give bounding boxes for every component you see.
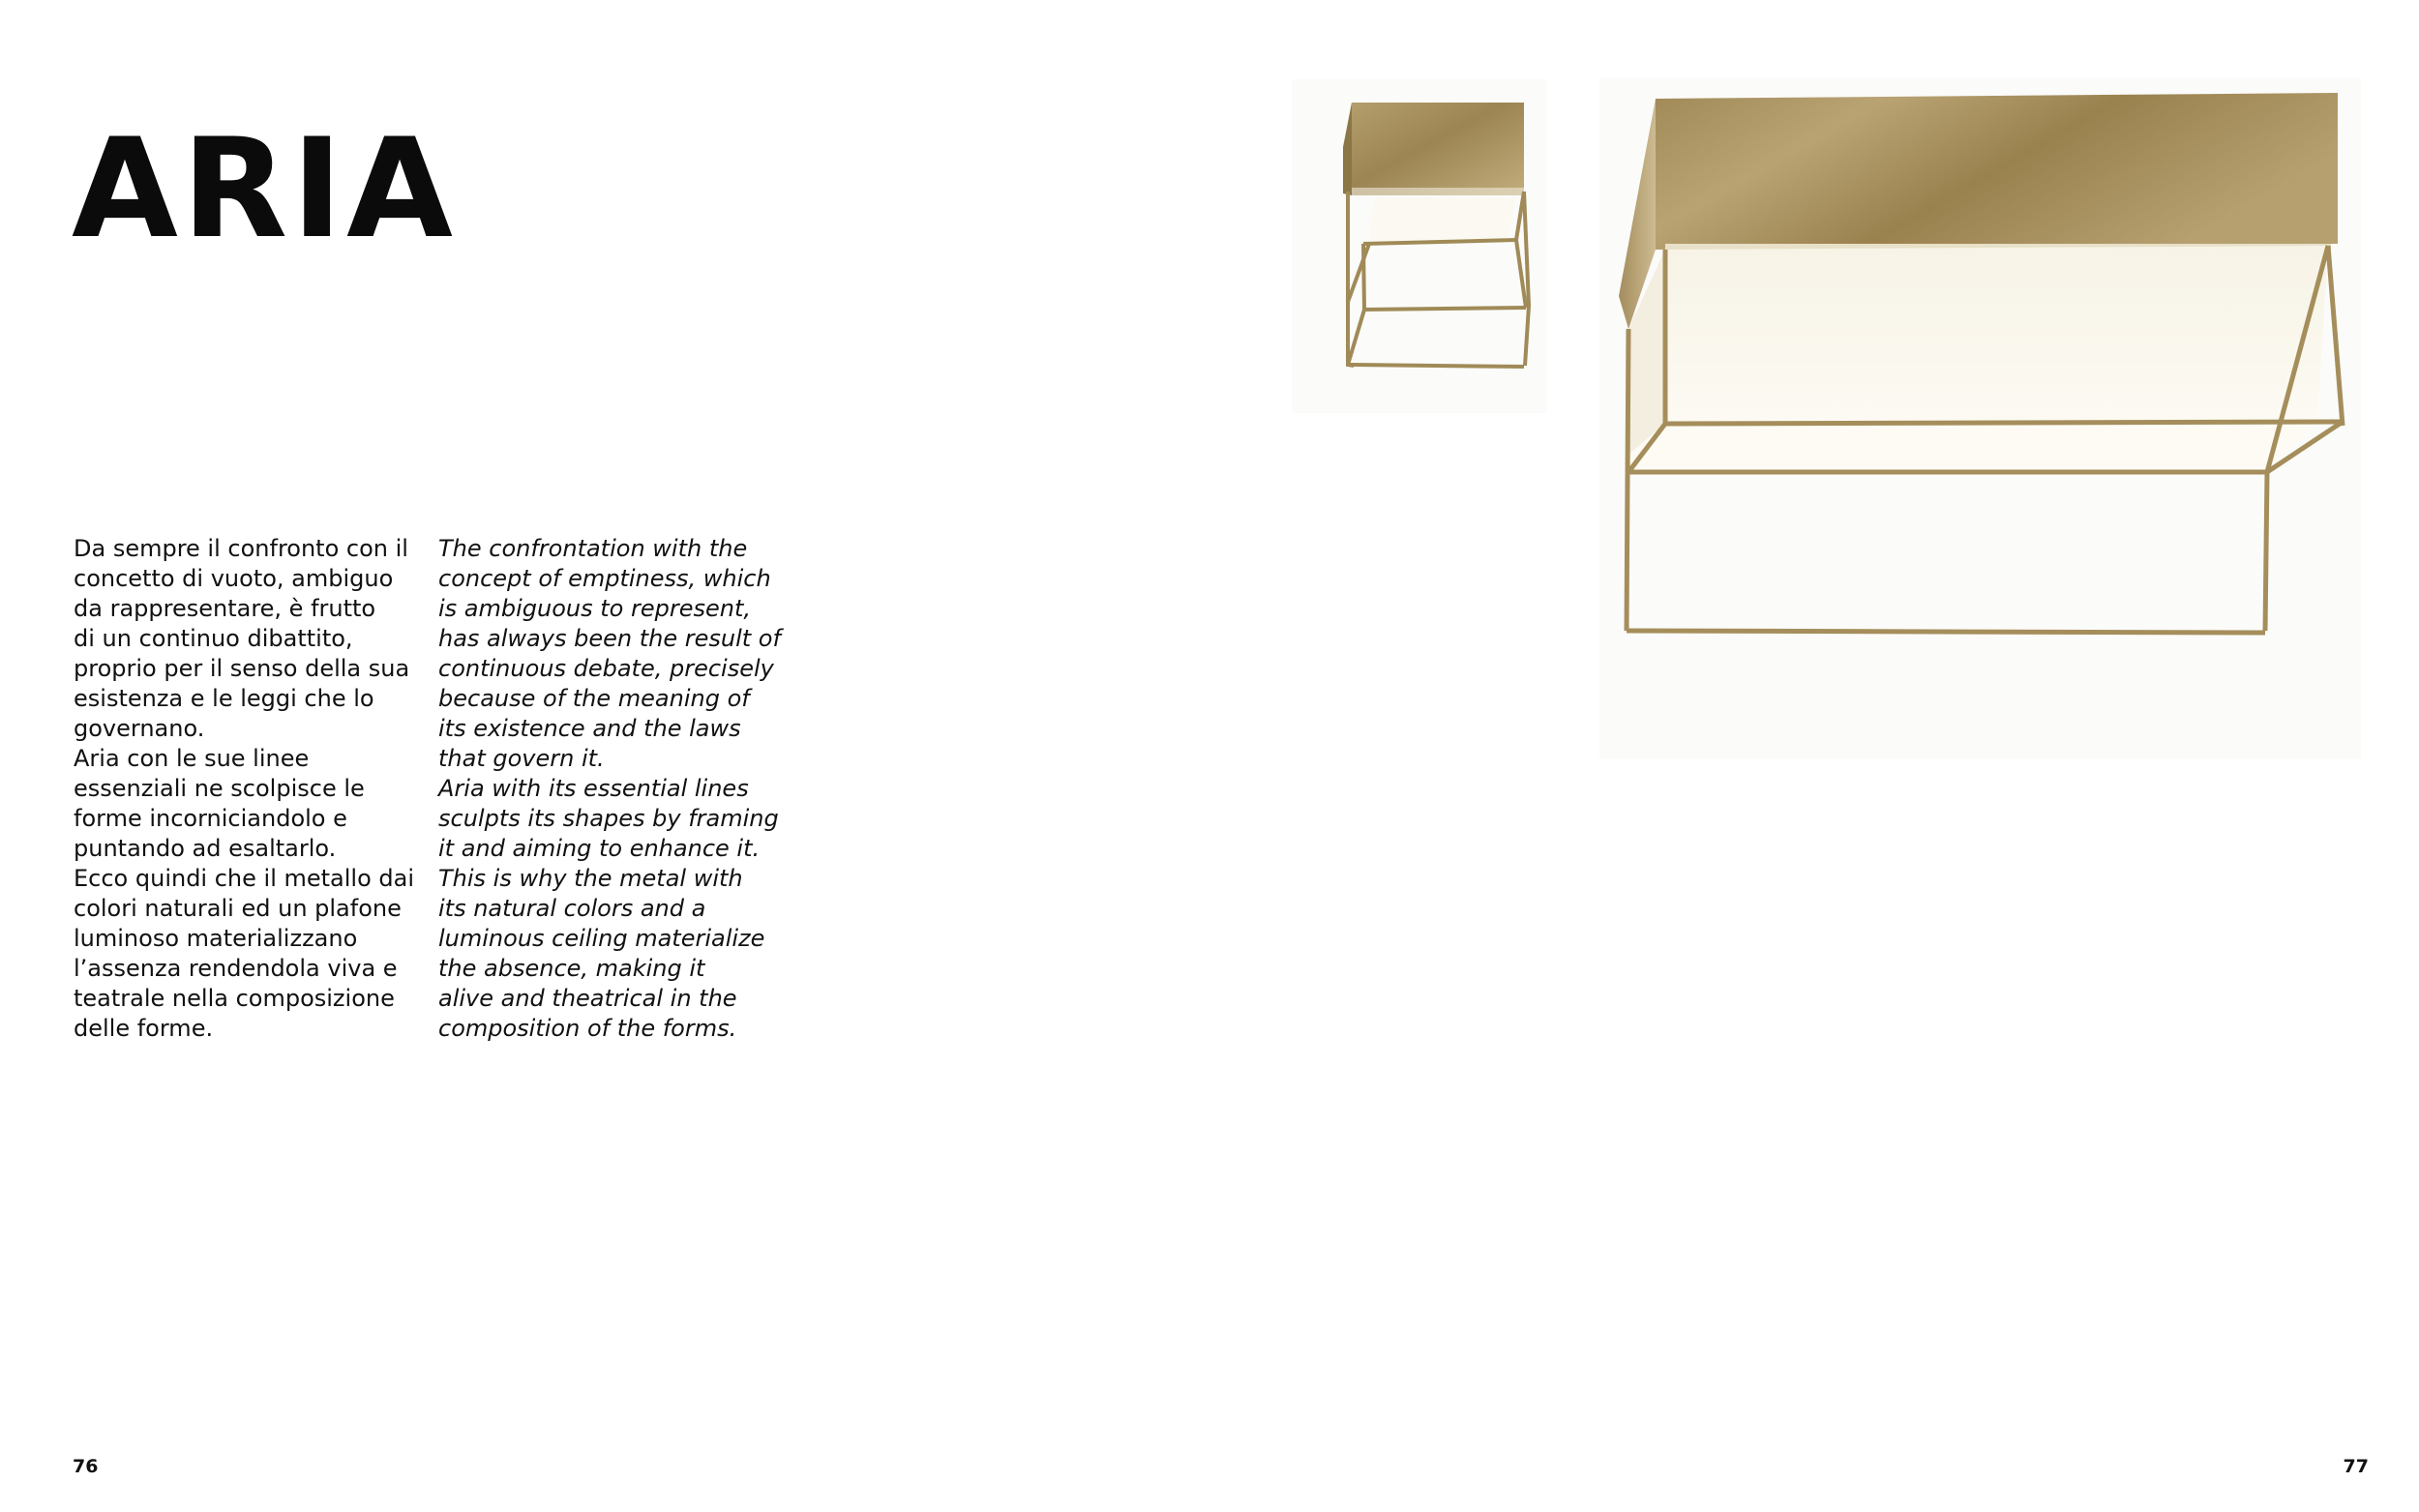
page-number-right: 77 <box>2343 1456 2369 1477</box>
page-number-left: 76 <box>73 1456 99 1477</box>
product-image-small <box>1292 79 1546 413</box>
lamp-canopy <box>1352 103 1524 195</box>
lamp-diffuser <box>1369 197 1516 244</box>
description-italian: Da sempre il confronto con il concetto di vuoto, ambiguo da rappresentare, è frutto di un continuo dibattito, proprio per il senso della sua esistenza e le leggi che lo governano. Aria con le sue linee essenziali ne scolpisce le forme incorniciandolo e puntando ad esaltarlo. Ecco quindi che il metallo dai colori naturali ed un plafone luminoso materializzano l’assenza rendendola viva e teatrale nella composizione delle forme. <box>74 535 415 1042</box>
page-title: ARIA <box>72 109 457 269</box>
lamp-diffuser <box>1665 246 2328 424</box>
aria-large-lamp-illustration <box>1599 77 2361 759</box>
lamp-canopy <box>1656 93 2338 250</box>
description-english: The confrontation with the concept of emptiness, which is ambiguous to represent, has always been the result of continuous debate, precisely because of the meaning of its existence and the laws that govern it. Aria with its essential lines sculpts its shapes by framing it and aiming to enhance it. This is why the metal with its natural colors and a luminous ceiling materialize the absence, making it alive and theatrical in the composition of the forms. <box>438 535 781 1042</box>
aria-small-lamp-illustration <box>1292 79 1546 413</box>
product-image-large <box>1599 77 2361 759</box>
